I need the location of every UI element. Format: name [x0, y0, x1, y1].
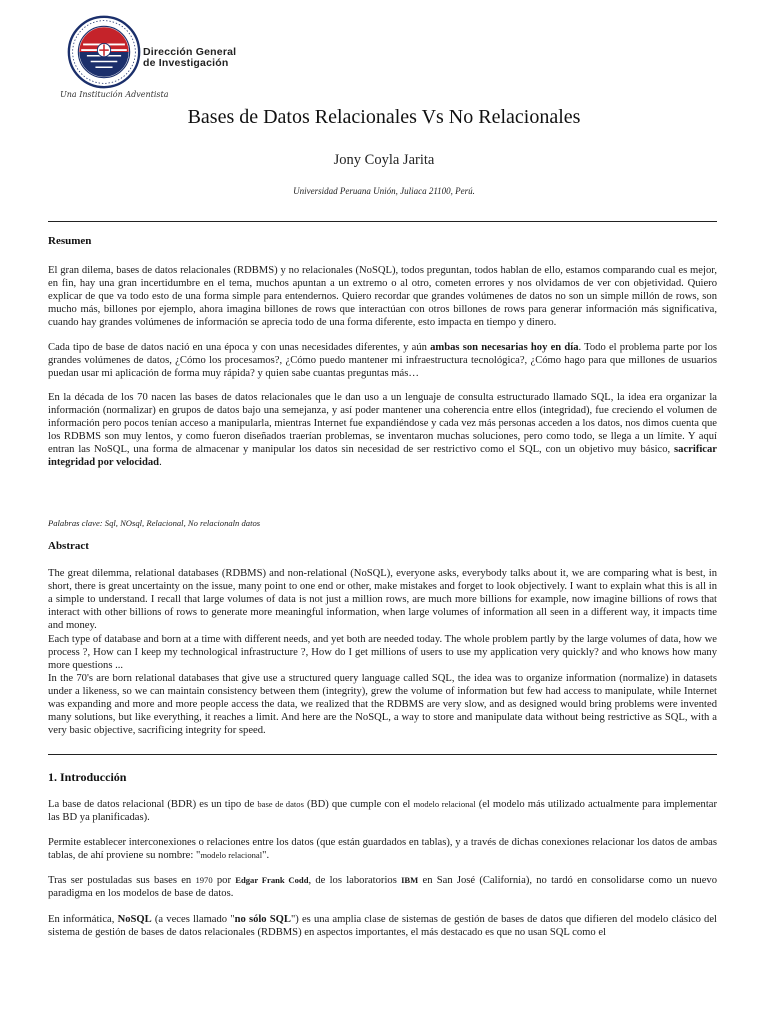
link-ibm[interactable]: IBM [401, 875, 419, 886]
intro-p3-e: , de los laboratorios [308, 875, 402, 887]
intro-p4-c: (a veces llamado " [151, 913, 235, 925]
resumen-p3-bold: sacrificar integridad por velocidad [48, 444, 717, 469]
resumen-section [48, 235, 717, 480]
intro-p2-a: Permite establecer interconexiones o relaciones entre los datos (que están guardados en tablas), y a través de dichas conexiones relacionar los datos de ambas tablas, de ahí proviene su nombre: " [48, 837, 717, 862]
intro-p4-e: ") es una amplia clase de sistemas de gestión de bases de datos que difieren del modelo clásico del sistema de gestión de bases de datos relacionales (RDBMS) en aspectos importantes, el más destacado es que no usan SQL como el [48, 913, 717, 938]
link-base-de-datos[interactable]: base de datos [257, 799, 304, 809]
abstract-paragraph-1: The great dilemma, relational databases (RDBMS) and non-relational (NoSQL), everyone asks, everybody talks about it, we are comparing what is best, in short, there is great uncertainty on the issue, many point to one end or other, make mistakes and forget to look objectively. I want to explain what this is all in a simple to understand. I recall that large volumes of data is not just a million rows, are much more billions for example, now imagine billions of rows that interact with other billions of rows to generate more meaningful information, when large volumes of information all seen in a different way, it impacts time and money. [48, 568, 717, 632]
institution-name-line1: Dirección General [143, 46, 237, 58]
author-affiliation: Universidad Peruana Unión, Juliaca 21100, Perú. [293, 186, 475, 196]
institution-tagline: Una Institución Adventista [60, 90, 169, 99]
abstract-section [48, 540, 717, 737]
institution-name [143, 47, 236, 69]
institution-name-line2: de Investigación [143, 57, 229, 69]
intro-paragraph-1 [48, 798, 717, 824]
intro-p1-e: (el modelo más utilizado actualmente para implementar las BD ya planificadas). [48, 799, 717, 824]
intro-p2-c: ". [262, 850, 270, 862]
intro-p3-c: por [212, 875, 236, 887]
paper-author: Jony Coyla Jarita [333, 152, 435, 168]
top-divider [48, 221, 717, 222]
university-seal-logo [66, 14, 142, 90]
resumen-p3-text-end: . [159, 457, 162, 469]
abstract-heading: Abstract [48, 540, 89, 552]
intro-p3-g: en San José (California), no tardó en consolidarse como un nuevo paradigma en los modelos de base de datos. [48, 875, 717, 900]
intro-p2-b: modelo relacional [200, 850, 263, 861]
intro-p4-a: En informática, [48, 913, 118, 925]
resumen-paragraph-3 [48, 391, 717, 470]
intro-p1-a: La base de datos relacional (BDR) es un tipo de [48, 799, 258, 810]
resumen-paragraph-2 [48, 341, 717, 380]
abstract-paragraph-2: Each type of database and born at a time with different needs, and yet both are needed today. The whole problem partly by the large volumes of data, how we process ?, How can I keep my technological infrastructure ?, How do I get millions of users to use my application very quickly? and who knows how many more questions ... [48, 633, 717, 671]
keywords-line: Palabras clave: Sql, NOsql, Relacional, No relacionaln datos [48, 518, 261, 528]
resumen-heading: Resumen [48, 235, 92, 247]
link-edgar-frank-codd[interactable]: Edgar Frank Codd [235, 875, 309, 886]
intro-paragraph-3 [48, 874, 717, 900]
resumen-p2-bold: ambas son necesarias hoy en día [430, 341, 579, 353]
section-divider [48, 754, 717, 755]
abstract-paragraph-3: In the 70's are born relational databases that give use a structured query language called SQL, the idea was to organize information (normalize) in datasets under a likeness, so we can maintain consistency between them (integrity), grew the volume of information but few had access to manipulate, while Internet was expanding and more and more people access the data, we realized that the RDBMS are very slow, and as designed would bring problems were invented many solutions, but like everything, it reaches a limit. And here are the NoSQL, a way to store and manipulate data without being restrictive as SQL, with a very basic objective, sacrificing integrity for speed. [48, 672, 717, 737]
intro-heading: 1. Introducción [48, 770, 127, 784]
paper-title: Bases de Datos Relacionales Vs No Relacionales [187, 106, 581, 128]
resumen-p3-text: En la década de los 70 nacen las bases de datos relacionales que le dan uso a un lenguaje de consulta estructurado llamado SQL, la idea era organizar la información (normalizar) en grupos de datos bajo una semejanza, y así poder mantener una coherencia entre ellos (integridad), fue creciendo el volumen de información pero pocos tenían acceso a manipularla, mientras Internet fue expandiéndose y cada vez más personas acceden a los datos, nos dimos cuenta que los RDBMS son muy lentos, y como fueron diseñados traerían problemas, se inventaron muchas soluciones, pero como todo, se llega a un límite. Y aquí entran las NoSQL, una forma de almacenar y manipular los datos sin necesidad de ser restrictivo como el SQL, con un objetivo muy básico, [48, 391, 717, 456]
institution-header [58, 14, 358, 104]
link-1970[interactable]: 1970 [195, 875, 213, 886]
intro-p1-c: (BD) que cumple con el [303, 799, 414, 810]
intro-section [48, 798, 717, 950]
intro-paragraph-2 [48, 836, 717, 862]
intro-p4-no-solo-sql: no sólo SQL [234, 913, 291, 925]
resumen-p2-text: Cada tipo de base de datos nació en una época y con unas necesidades diferentes, y aún [48, 341, 431, 353]
resumen-paragraph-1: El gran dilema, bases de datos relacionales (RDBMS) y no relacionales (NoSQL), todos preguntan, todos hablan de ello, estamos comparando cual es mejor, en fin, hay una gran incertidumbre en el tema, muchos apuntan a un extremo o al otro, cometen errores y nos olvidamos de ver con objetividad. Quiero explicar de que va todo esto de una forma simple para entendernos. Quiero recordar que grandes volúmenes de datos no son un simple millón de rows, son mucho más, billones por ejemplo, ahora imagina billones de rows que interactúan con otros billones de rows para generar información más significativa, cuando hay grandes volúmenes de información se aprecia todo de una forma diferente, esto impacta en tiempo y dinero. [48, 265, 717, 329]
intro-p4-nosql: NoSQL [117, 913, 152, 925]
intro-p3-a: Tras ser postuladas sus bases en [48, 875, 196, 887]
resumen-p2-text-end: . Todo el problema parte por los grandes volúmenes de datos, ¿Cómo los procesamos?, ¿Cómo puedo mantener mi infraestructura tecnológica?, ¿Cómo hago para que millones de usuarios puedan usar mi aplicación de forma muy rápida? y quien sabe cuantas preguntas más… [48, 341, 717, 379]
intro-paragraph-4 [48, 913, 717, 939]
link-modelo-relacional[interactable]: modelo relacional [413, 799, 476, 809]
